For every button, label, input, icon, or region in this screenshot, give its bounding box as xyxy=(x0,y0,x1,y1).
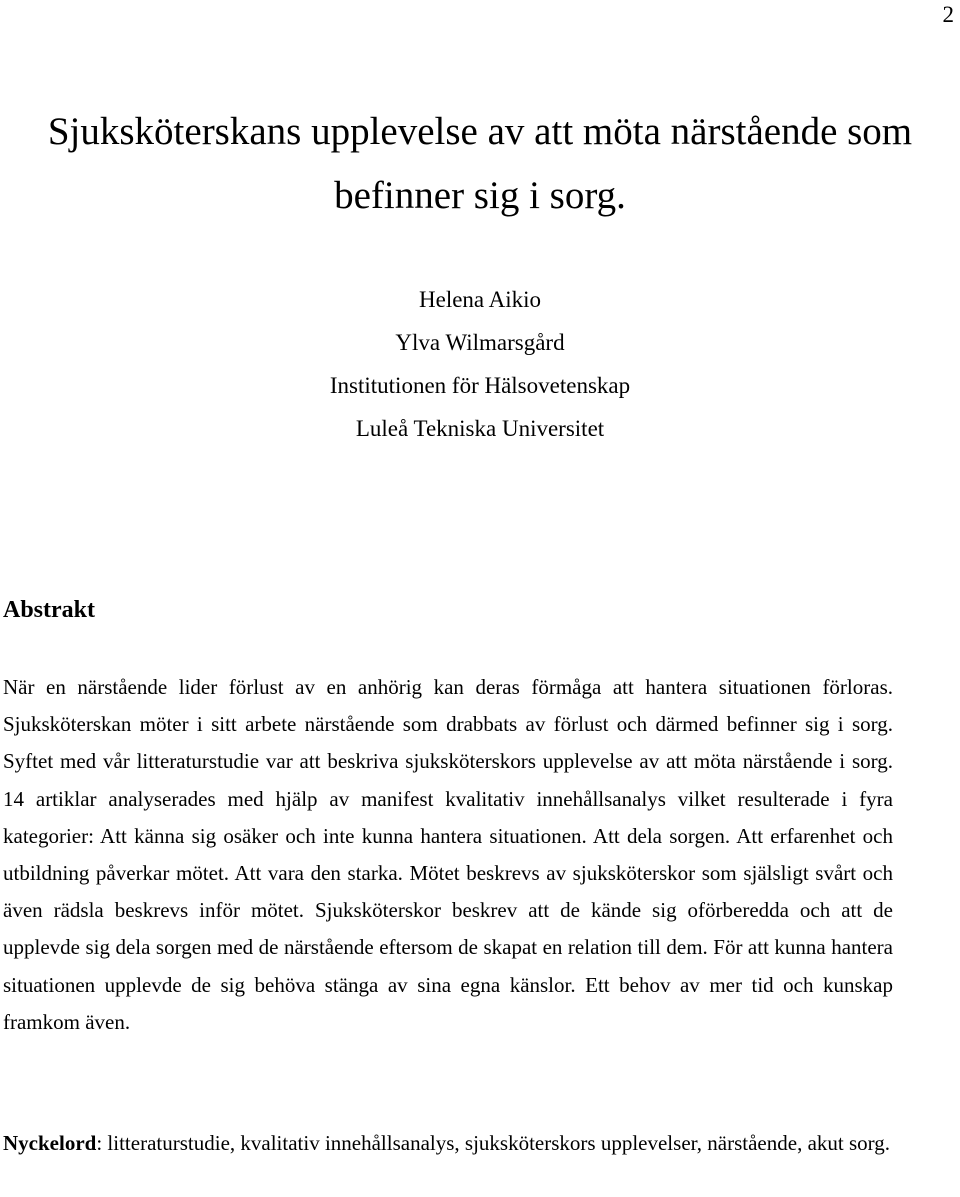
author-affiliation: Institutionen för Hälsovetenskap xyxy=(329,373,631,398)
paper-title xyxy=(0,100,960,228)
abstract-text: När en närstående lider förlust av en anhörig kan deras förmåga att hantera situationen förloras. Sjuksköterskan möter i sitt arbete närstående som drabbats av förlust och därmed befinner sig i sorg. Syftet med vår litteraturstudie var att beskriva sjuksköterskors upplevelse av att möta närstående i sorg. 14 artiklar analyserades med hjälp av manifest kvalitativ innehållsanalys vilket resulterade i fyra kategorier: Att känna sig osäker och inte kunna hantera situationen. Att dela sorgen. Att erfarenhet och utbildning påverkar mötet. Att vara den starka. Mötet beskrevs av sjuksköterskor som själsligt svårt och även rädsla beskrevs inför mötet. Sjuksköterskor beskrev att de kände sig oförberedda och att de upplevde sig dela sorgen med de närstående eftersom de skapat en relation till dem. För att kunna hantera situationen upplevde de sig behöva stänga av sina egna känslor. Ett behov av mer tid och kunskap framkom även. xyxy=(3,675,893,1034)
author-university: Luleå Tekniska Universitet xyxy=(355,416,605,441)
keywords-separator: : xyxy=(96,1131,103,1155)
page-number: 2 xyxy=(942,2,954,27)
author-name: Helena Aikio xyxy=(419,287,541,312)
title-line-2: befinner sig i sorg. xyxy=(334,174,626,217)
keywords-text: litteraturstudie, kvalitativ innehållsanalys, sjuksköterskors upplevelser, närstående, akut sorg. xyxy=(102,1131,891,1155)
abstract-heading: Abstrakt xyxy=(3,597,96,623)
keywords-label: Nyckelord xyxy=(3,1131,97,1155)
title-line-1: Sjuksköterskans upplevelse av att möta närstående som xyxy=(47,110,913,153)
author-name: Ylva Wilmarsgård xyxy=(395,330,565,355)
keywords xyxy=(3,1124,893,1162)
author-block xyxy=(0,278,960,450)
